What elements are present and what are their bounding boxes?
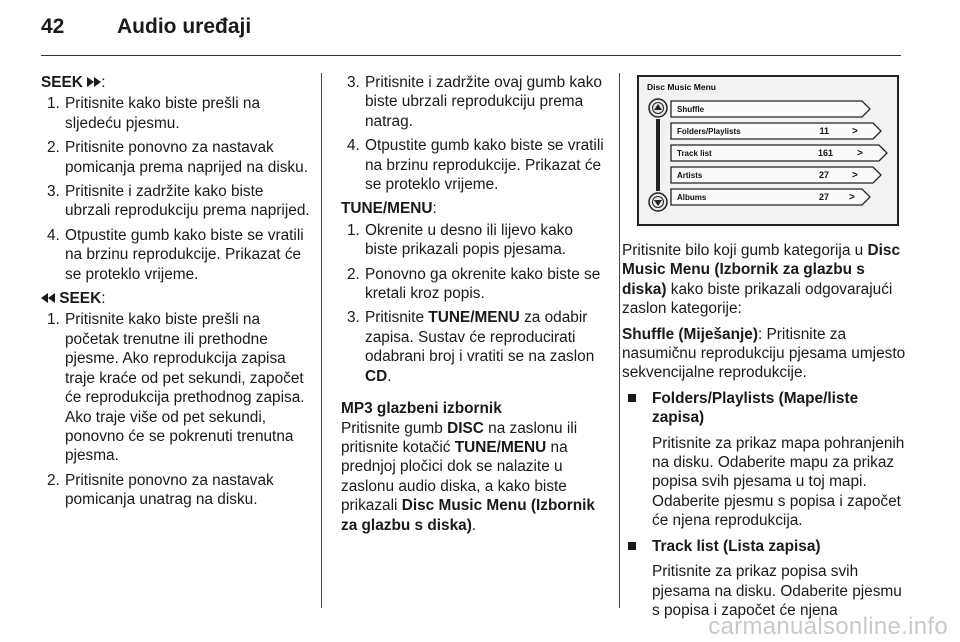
disc-music-menu-figure [637, 75, 899, 226]
menu-row-track-list [671, 145, 887, 161]
menu-row-albums [671, 189, 870, 205]
page-number: 42 [41, 15, 65, 38]
shuffle-paragraph: Shuffle (Miješanje): Pritisnite za nasumičnu reprodukciju pjesama umjesto sekvencijalne reprodukcije. [622, 325, 906, 382]
scroll-down-icon [649, 193, 667, 211]
svg-text:Folders/Playlists: Folders/Playlists [677, 127, 741, 136]
list-item: 3. Pritisnite TUNE/MENU za odabir zapisa. Sustav će reproducirati odabrani broj i vratiti se na zaslon CD. [347, 309, 595, 385]
list-item: 4. Otpustite gumb kako biste se vratili na brzinu reprodukcije. Prikazat će se proteklo vrijeme. [347, 137, 604, 194]
column-divider-1 [321, 73, 322, 608]
seek-forward-colon: : [101, 74, 106, 91]
svg-text:>: > [849, 192, 855, 203]
list-item: 3. Pritisnite i zadržite kako biste ubrzali reprodukciju prema naprijed. [47, 183, 310, 220]
bullet-track-list: Track list (Lista zapisa) Pritisnite za prikaz popisa svih pjesama na disku. Odaberite pjesmu s popisa i započet će njena [622, 537, 906, 621]
seek-forward-label: SEEK [41, 74, 83, 91]
seek-back-heading [41, 289, 311, 308]
bullet-folders-playlists: Folders/Playlists (Mape/liste zapisa) Pritisnite za prikaz mapa pohranjenih na disku. Odaberite mapu za prikaz popisa svih pjesama u toj mapi. Odaberite pjesmu s popisa i započet će njena reprodukcija. [622, 389, 906, 531]
menu-row-folders-playlists [671, 123, 881, 139]
figure-title: Disc Music Menu [647, 82, 716, 92]
scroll-up-icon [649, 99, 667, 117]
menu-row-artists [671, 167, 881, 183]
mp3-menu-paragraph: Pritisnite gumb DISC na zaslonu ili pritisnite kotačić TUNE/MENU na prednjoj pločici dok se nalazite u zaslonu audio diska, a kako biste prikazali Disc Music Menu (Izbornik za glazbu s diska). [341, 419, 595, 534]
seek-back-colon: : [101, 290, 106, 308]
column-2 [341, 73, 609, 535]
rewind-icon [41, 290, 55, 307]
list-item: 4. Otpustite gumb kako biste se vratili na brzinu reprodukcije. Prikazat će se proteklo vrijeme. [47, 226, 304, 283]
list-item: 1. Okrenite u desno ili lijevo kako biste prikazali popis pjesama. [347, 221, 573, 259]
svg-text:>: > [857, 148, 863, 159]
scrollbar-track [656, 119, 660, 191]
column-divider-2 [619, 73, 620, 608]
header-divider [41, 55, 901, 56]
svg-text:Track list: Track list [677, 149, 712, 158]
tune-menu-list [341, 221, 609, 386]
fast-forward-icon [87, 74, 101, 91]
list-item: 3. Pritisnite i zadržite ovaj gumb kako biste ubrzali reprodukciju prema natrag. [347, 74, 602, 130]
watermark: carmanualsonline.info [708, 612, 948, 640]
svg-text:Albums: Albums [677, 193, 707, 202]
square-bullet-icon [628, 394, 636, 402]
svg-text:11: 11 [819, 126, 829, 136]
tune-menu-label: TUNE/MENU [341, 200, 433, 218]
list-item: 2. Ponovno ga okrenite kako biste se kretali kroz popis. [347, 265, 601, 303]
svg-text:27: 27 [818, 192, 829, 202]
seek-forward-list [41, 94, 311, 284]
seek-back-list [41, 310, 311, 509]
svg-text:27: 27 [818, 170, 829, 180]
list-item: 1. Pritisnite kako biste prešli na sljedeću pjesmu. [47, 95, 261, 132]
square-bullet-icon [628, 542, 636, 550]
svg-text:Shuffle: Shuffle [677, 105, 705, 114]
svg-text:Artists: Artists [677, 171, 703, 180]
column-1 [41, 73, 311, 515]
list-item: 1. Pritisnite kako biste prešli na početak trenutne ili prethodne pjesme. Ako reprodukcija zapisa traje kraće od pet sekundi, započet će reprodukcija prethodnog zapisa. Ako traje više od pet sekundi, ponovno će se pokrenuti trenutna pjesma. [47, 311, 305, 465]
seek-back-label: SEEK [59, 290, 102, 308]
list-item: 2. Pritisnite ponovno za nastavak pomicanja prema naprijed na disku. [47, 139, 308, 176]
svg-text:>: > [852, 126, 858, 137]
seek-forward-heading [41, 73, 311, 92]
mp3-menu-heading: MP3 glazbeni izbornik [341, 400, 502, 418]
svg-text:>: > [852, 170, 858, 181]
list-item: 2. Pritisnite ponovno za nastavak pomicanja unatrag na disku. [47, 471, 274, 509]
seek-back-list-continued [341, 73, 609, 194]
category-intro-paragraph: Pritisnite bilo koji gumb kategorija u Disc Music Menu (Izbornik za glazbu s diska) kako biste prikazali odgovarajući zaslon kategorije: [622, 242, 901, 318]
page-title: Audio uređaji [117, 15, 252, 38]
tune-menu-heading: TUNE/MENU: [341, 200, 437, 218]
column-3 [622, 241, 906, 620]
svg-text:161: 161 [817, 148, 833, 158]
menu-row-shuffle [671, 101, 870, 117]
